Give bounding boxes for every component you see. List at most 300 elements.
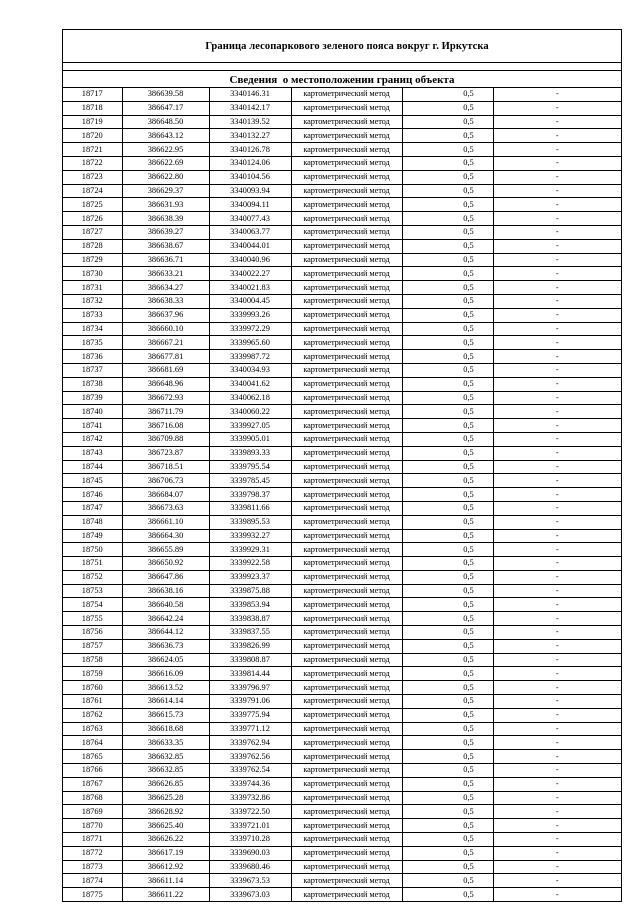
precision-cell: 0,5	[402, 281, 493, 295]
point-number-cell: 18727	[63, 225, 122, 239]
table-row	[63, 184, 621, 198]
point-number-cell: 18730	[63, 267, 122, 281]
method-cell: картометрический метод	[291, 253, 402, 267]
point-number-cell: 18725	[63, 198, 122, 212]
coordinates-table	[63, 88, 621, 901]
method-cell: картометрический метод	[291, 281, 402, 295]
x-coordinate-cell: 386684.07	[122, 488, 209, 502]
point-number-cell: 18764	[63, 736, 122, 750]
point-number-cell: 18772	[63, 846, 122, 860]
point-number-cell: 18752	[63, 570, 122, 584]
y-coordinate-cell: 3339965.60	[209, 336, 291, 350]
table-row	[63, 833, 621, 847]
table-row	[63, 557, 621, 571]
point-number-cell: 18762	[63, 708, 122, 722]
precision-cell: 0,5	[402, 156, 493, 170]
y-coordinate-cell: 3339838.87	[209, 612, 291, 626]
method-cell: картометрический метод	[291, 846, 402, 860]
y-coordinate-cell: 3339762.94	[209, 736, 291, 750]
precision-cell: 0,5	[402, 391, 493, 405]
description-cell: -	[493, 750, 621, 764]
table-row	[63, 488, 621, 502]
x-coordinate-cell: 386648.50	[122, 115, 209, 129]
table-row	[63, 598, 621, 612]
y-coordinate-cell: 3339762.56	[209, 750, 291, 764]
y-coordinate-cell: 3340041.62	[209, 377, 291, 391]
x-coordinate-cell: 386638.33	[122, 294, 209, 308]
table-row	[63, 805, 621, 819]
x-coordinate-cell: 386673.63	[122, 501, 209, 515]
y-coordinate-cell: 3339929.31	[209, 543, 291, 557]
description-cell: -	[493, 170, 621, 184]
table-row	[63, 446, 621, 460]
y-coordinate-cell: 3340022.27	[209, 267, 291, 281]
table-row	[63, 267, 621, 281]
table-row	[63, 419, 621, 433]
point-number-cell: 18719	[63, 115, 122, 129]
method-cell: картометрический метод	[291, 377, 402, 391]
description-cell: -	[493, 267, 621, 281]
point-number-cell: 18728	[63, 239, 122, 253]
point-number-cell: 18767	[63, 777, 122, 791]
table-row	[63, 101, 621, 115]
point-number-cell: 18775	[81, 889, 103, 899]
table-row	[63, 474, 621, 488]
y-coordinate-cell: 3339690.03	[209, 846, 291, 860]
x-coordinate-cell: 386718.51	[122, 460, 209, 474]
description-cell: -	[493, 212, 621, 226]
method-cell: картометрический метод	[291, 722, 402, 736]
x-coordinate-cell: 386625.40	[122, 819, 209, 833]
x-coordinate-cell: 386622.80	[122, 170, 209, 184]
precision-cell: 0,5	[402, 833, 493, 847]
precision-cell: 0,5	[402, 695, 493, 709]
table-row	[63, 391, 621, 405]
precision-cell: 0,5	[402, 405, 493, 419]
precision-cell: 0,5	[402, 101, 493, 115]
precision-cell: 0,5	[402, 170, 493, 184]
point-number-cell: 18718	[63, 101, 122, 115]
description-cell: -	[493, 584, 621, 598]
method-cell: картометрический метод	[291, 198, 402, 212]
y-coordinate-cell: 3339972.29	[209, 322, 291, 336]
method-cell: картометрический метод	[291, 570, 402, 584]
description-cell: -	[493, 515, 621, 529]
x-coordinate-cell: 386631.93	[122, 198, 209, 212]
method-cell: картометрический метод	[291, 267, 402, 281]
description-cell: -	[493, 819, 621, 833]
method-cell: картометрический метод	[291, 350, 402, 364]
point-number-cell: 18721	[63, 143, 122, 157]
method-cell: картометрический метод	[291, 460, 402, 474]
y-coordinate-cell: 3339721.01	[209, 819, 291, 833]
description-cell: -	[493, 225, 621, 239]
x-coordinate-cell: 386672.93	[122, 391, 209, 405]
point-number-cell: 18769	[63, 805, 122, 819]
method-cell: картометрический метод	[291, 777, 402, 791]
point-number-cell: 18739	[63, 391, 122, 405]
precision-cell: 0,5	[402, 750, 493, 764]
precision-cell: 0,5	[402, 860, 493, 874]
point-number-cell: 18751	[63, 557, 122, 571]
y-coordinate-cell: 3339771.12	[209, 722, 291, 736]
description-cell: -	[493, 557, 621, 571]
table-row	[63, 143, 621, 157]
precision-cell: 0,5	[402, 363, 493, 377]
method-cell: картометрический метод	[291, 405, 402, 419]
y-coordinate-cell: 3340021.83	[209, 281, 291, 295]
point-number-cell: 18729	[63, 253, 122, 267]
description-cell: -	[493, 598, 621, 612]
y-coordinate-cell: 3339732.86	[209, 791, 291, 805]
x-coordinate-cell: 386647.86	[122, 570, 209, 584]
method-cell: картометрический метод	[291, 888, 402, 901]
point-number-cell: 18756	[63, 626, 122, 640]
description-cell: -	[493, 667, 621, 681]
precision-cell: 0,5	[402, 322, 493, 336]
table-row	[63, 294, 621, 308]
x-coordinate-cell: 386660.10	[122, 322, 209, 336]
x-coordinate-cell: 386709.88	[122, 432, 209, 446]
y-coordinate-cell: 3339923.37	[209, 570, 291, 584]
method-cell: картометрический метод	[291, 115, 402, 129]
table-row	[63, 543, 621, 557]
description-cell: -	[493, 184, 621, 198]
description-cell: -	[493, 405, 621, 419]
x-coordinate-cell: 386650.92	[122, 557, 209, 571]
method-cell: картометрический метод	[291, 419, 402, 433]
precision-cell: 0,5	[402, 488, 493, 502]
y-coordinate-cell: 3340077.43	[209, 212, 291, 226]
description-cell: -	[493, 791, 621, 805]
x-coordinate-cell: 386667.21	[122, 336, 209, 350]
method-cell: картометрический метод	[291, 584, 402, 598]
description-cell: -	[493, 488, 621, 502]
y-coordinate-cell: 3339775.94	[209, 708, 291, 722]
table-row	[63, 584, 621, 598]
y-coordinate-cell: 3339987.72	[209, 350, 291, 364]
y-coordinate-cell: 3340104.56	[209, 170, 291, 184]
y-coordinate-cell: 3339893.33	[209, 446, 291, 460]
precision-cell: 0,5	[402, 874, 493, 888]
description-cell: -	[493, 833, 621, 847]
method-cell: картометрический метод	[291, 239, 402, 253]
description-cell: -	[493, 253, 621, 267]
table-row	[63, 708, 621, 722]
x-coordinate-cell: 386616.09	[122, 667, 209, 681]
table-row	[63, 405, 621, 419]
x-coordinate-cell: 386626.85	[122, 777, 209, 791]
description-cell: -	[493, 777, 621, 791]
table-row	[63, 639, 621, 653]
x-coordinate-cell: 386629.37	[122, 184, 209, 198]
table-row	[63, 874, 621, 888]
precision-cell: 0,5	[402, 557, 493, 571]
point-number-cell: 18771	[63, 833, 122, 847]
x-coordinate-cell: 386611.14	[122, 874, 209, 888]
point-number-cell: 18720	[63, 129, 122, 143]
method-cell: картометрический метод	[291, 336, 402, 350]
point-number-cell: 18724	[63, 184, 122, 198]
y-coordinate-cell: 3339680.46	[209, 860, 291, 874]
y-coordinate-cell: 3339673.53	[209, 874, 291, 888]
y-coordinate-cell: 3339744.36	[209, 777, 291, 791]
method-cell: картометрический метод	[291, 515, 402, 529]
table-row	[63, 350, 621, 364]
method-cell: картометрический метод	[291, 322, 402, 336]
y-coordinate-cell: 3339814.44	[209, 667, 291, 681]
y-coordinate-cell: 3340060.22	[209, 405, 291, 419]
description-cell: -	[493, 653, 621, 667]
method-cell: картометрический метод	[291, 129, 402, 143]
precision-cell: 0,5	[402, 764, 493, 778]
method-cell: картометрический метод	[291, 170, 402, 184]
y-coordinate-cell: 3340040.96	[209, 253, 291, 267]
point-number-cell: 18723	[63, 170, 122, 184]
table-row	[63, 570, 621, 584]
y-coordinate-cell: 3340094.11	[209, 198, 291, 212]
precision-cell: 0,5	[402, 198, 493, 212]
point-number-cell: 18760	[63, 681, 122, 695]
description-cell: -	[493, 888, 621, 901]
y-coordinate-cell: 3339796.97	[209, 681, 291, 695]
description-cell: -	[493, 322, 621, 336]
point-number-cell: 18746	[63, 488, 122, 502]
method-cell: картометрический метод	[291, 391, 402, 405]
precision-cell: 0,5	[402, 419, 493, 433]
point-number-cell: 18770	[63, 819, 122, 833]
description-cell: -	[493, 626, 621, 640]
method-cell: картометрический метод	[291, 764, 402, 778]
description-cell: -	[493, 860, 621, 874]
x-coordinate-cell: 386637.96	[122, 308, 209, 322]
precision-cell: 0,5	[402, 777, 493, 791]
table-row	[63, 764, 621, 778]
table-row	[63, 170, 621, 184]
point-number-cell: 18743	[63, 446, 122, 460]
table-row	[63, 722, 621, 736]
method-cell: картометрический метод	[291, 791, 402, 805]
method-cell: картометрический метод	[291, 294, 402, 308]
y-coordinate-cell: 3339922.58	[209, 557, 291, 571]
precision-cell: 0,5	[402, 598, 493, 612]
precision-cell: 0,5	[402, 639, 493, 653]
point-number-cell: 18761	[63, 695, 122, 709]
y-coordinate-cell: 3339722.50	[209, 805, 291, 819]
method-cell: картометрический метод	[291, 432, 402, 446]
precision-cell: 0,5	[402, 88, 493, 101]
description-cell: -	[493, 198, 621, 212]
table-row	[63, 281, 621, 295]
method-cell: картометрический метод	[291, 860, 402, 874]
method-cell: картометрический метод	[291, 501, 402, 515]
point-number-cell: 18737	[63, 363, 122, 377]
y-coordinate-cell: 3339795.54	[209, 460, 291, 474]
table-row	[63, 377, 621, 391]
point-number-cell: 18768	[63, 791, 122, 805]
x-coordinate-cell: 386711.79	[122, 405, 209, 419]
method-cell: картометрический метод	[291, 805, 402, 819]
precision-cell: 0,5	[402, 681, 493, 695]
x-coordinate-cell: 386638.67	[122, 239, 209, 253]
table-row	[63, 115, 621, 129]
table-row	[63, 322, 621, 336]
table-row	[63, 695, 621, 709]
point-number-cell: 18740	[63, 405, 122, 419]
method-cell: картометрический метод	[291, 212, 402, 226]
description-cell: -	[493, 432, 621, 446]
x-coordinate-cell: 386661.10	[122, 515, 209, 529]
precision-cell: 0,5	[402, 336, 493, 350]
point-number-cell: 18766	[63, 764, 122, 778]
x-coordinate-cell: 386634.27	[122, 281, 209, 295]
y-coordinate-cell: 3339762.54	[209, 764, 291, 778]
document-sheet	[62, 29, 622, 902]
method-cell: картометрический метод	[291, 667, 402, 681]
y-coordinate-cell: 3340132.27	[209, 129, 291, 143]
y-coordinate-cell: 3339811.66	[209, 501, 291, 515]
method-cell: картометрический метод	[291, 639, 402, 653]
x-coordinate-cell: 386613.52	[122, 681, 209, 695]
precision-cell: 0,5	[402, 791, 493, 805]
point-number-cell: 18741	[63, 419, 122, 433]
x-coordinate-cell: 386639.27	[122, 225, 209, 239]
method-cell: картометрический метод	[291, 474, 402, 488]
description-cell: -	[493, 736, 621, 750]
description-cell: -	[493, 570, 621, 584]
spacer-row	[63, 63, 621, 71]
description-cell: -	[493, 419, 621, 433]
title-block	[63, 30, 621, 63]
description-cell: -	[493, 846, 621, 860]
y-coordinate-cell: 3340044.01	[209, 239, 291, 253]
description-cell: -	[493, 391, 621, 405]
method-cell: картометрический метод	[291, 88, 402, 101]
table-row	[63, 612, 621, 626]
x-coordinate-cell: 386647.17	[122, 101, 209, 115]
description-cell: -	[493, 101, 621, 115]
table-row	[63, 791, 621, 805]
x-coordinate-cell: 386626.22	[122, 833, 209, 847]
point-number-cell: 18748	[63, 515, 122, 529]
precision-cell: 0,5	[402, 736, 493, 750]
y-coordinate-cell: 3340124.06	[209, 156, 291, 170]
description-cell: -	[493, 336, 621, 350]
y-coordinate-cell: 3339927.05	[209, 419, 291, 433]
table-row	[63, 515, 621, 529]
table-row	[63, 460, 621, 474]
method-cell: картометрический метод	[291, 874, 402, 888]
precision-cell: 0,5	[402, 212, 493, 226]
precision-cell: 0,5	[402, 667, 493, 681]
x-coordinate-cell: 386723.87	[122, 446, 209, 460]
description-cell: -	[493, 377, 621, 391]
method-cell: картометрический метод	[291, 184, 402, 198]
table-row	[63, 681, 621, 695]
precision-cell: 0,5	[402, 253, 493, 267]
x-coordinate-cell: 386677.81	[122, 350, 209, 364]
x-coordinate-cell: 386612.92	[122, 860, 209, 874]
precision-cell: 0,5	[402, 846, 493, 860]
y-coordinate-cell: 3339710.28	[209, 833, 291, 847]
precision-cell: 0,5	[402, 584, 493, 598]
y-coordinate-cell: 3340063.77	[209, 225, 291, 239]
y-coordinate-cell: 3340142.17	[209, 101, 291, 115]
y-coordinate-cell: 3339853.94	[209, 598, 291, 612]
precision-cell: 0,5	[402, 129, 493, 143]
x-coordinate-cell: 386622.69	[122, 156, 209, 170]
precision-cell: 0,5	[402, 612, 493, 626]
x-coordinate-cell: 386643.12	[122, 129, 209, 143]
precision-cell: 0,5	[402, 115, 493, 129]
method-cell: картометрический метод	[291, 488, 402, 502]
description-cell: -	[493, 639, 621, 653]
y-coordinate-cell: 3339791.06	[209, 695, 291, 709]
method-cell: картометрический метод	[291, 750, 402, 764]
table-row	[63, 888, 621, 901]
point-number-cell: 18742	[63, 432, 122, 446]
point-number-cell: 18755	[63, 612, 122, 626]
table-row	[63, 860, 621, 874]
table-row	[63, 529, 621, 543]
x-coordinate-cell: 386716.08	[122, 419, 209, 433]
table-row	[63, 432, 621, 446]
method-cell: картометрический метод	[291, 156, 402, 170]
method-cell: картометрический метод	[291, 557, 402, 571]
description-cell: -	[493, 529, 621, 543]
precision-cell: 0,5	[402, 529, 493, 543]
method-cell: картометрический метод	[291, 612, 402, 626]
document-title: Граница лесопаркового зеленого пояса вокруг г. Иркутска	[205, 40, 489, 52]
precision-cell: 0,5	[402, 474, 493, 488]
description-cell: -	[493, 681, 621, 695]
x-coordinate-cell: 386681.69	[122, 363, 209, 377]
method-cell: картометрический метод	[291, 529, 402, 543]
y-coordinate-cell: 3340034.93	[209, 363, 291, 377]
precision-cell: 0,5	[402, 653, 493, 667]
precision-cell: 0,5	[402, 294, 493, 308]
description-cell: -	[493, 350, 621, 364]
x-coordinate-cell: 386632.85	[122, 750, 209, 764]
x-coordinate-cell: 386625.28	[122, 791, 209, 805]
x-coordinate-cell: 386617.19	[122, 846, 209, 860]
point-number-cell: 18763	[63, 722, 122, 736]
point-number-cell: 18759	[63, 667, 122, 681]
description-cell: -	[493, 764, 621, 778]
table-row	[63, 846, 621, 860]
description-cell: -	[493, 612, 621, 626]
precision-cell: 0,5	[402, 722, 493, 736]
table-row	[63, 88, 621, 101]
method-cell: картометрический метод	[291, 819, 402, 833]
description-cell: -	[493, 156, 621, 170]
x-coordinate-cell: 386622.95	[122, 143, 209, 157]
precision-cell: 0,5	[402, 143, 493, 157]
precision-cell: 0,5	[402, 626, 493, 640]
table-row	[63, 239, 621, 253]
y-coordinate-cell: 3339875.88	[209, 584, 291, 598]
y-coordinate-cell: 3339837.55	[209, 626, 291, 640]
coordinates-table-body	[63, 88, 621, 901]
point-number-cell: 18757	[63, 639, 122, 653]
precision-cell: 0,5	[402, 570, 493, 584]
y-coordinate-cell: 3339785.45	[209, 474, 291, 488]
description-cell: -	[493, 294, 621, 308]
point-number-cell: 18717	[63, 88, 122, 101]
point-number-cell: 18744	[63, 460, 122, 474]
point-number-cell: 18750	[63, 543, 122, 557]
description-cell: -	[493, 695, 621, 709]
